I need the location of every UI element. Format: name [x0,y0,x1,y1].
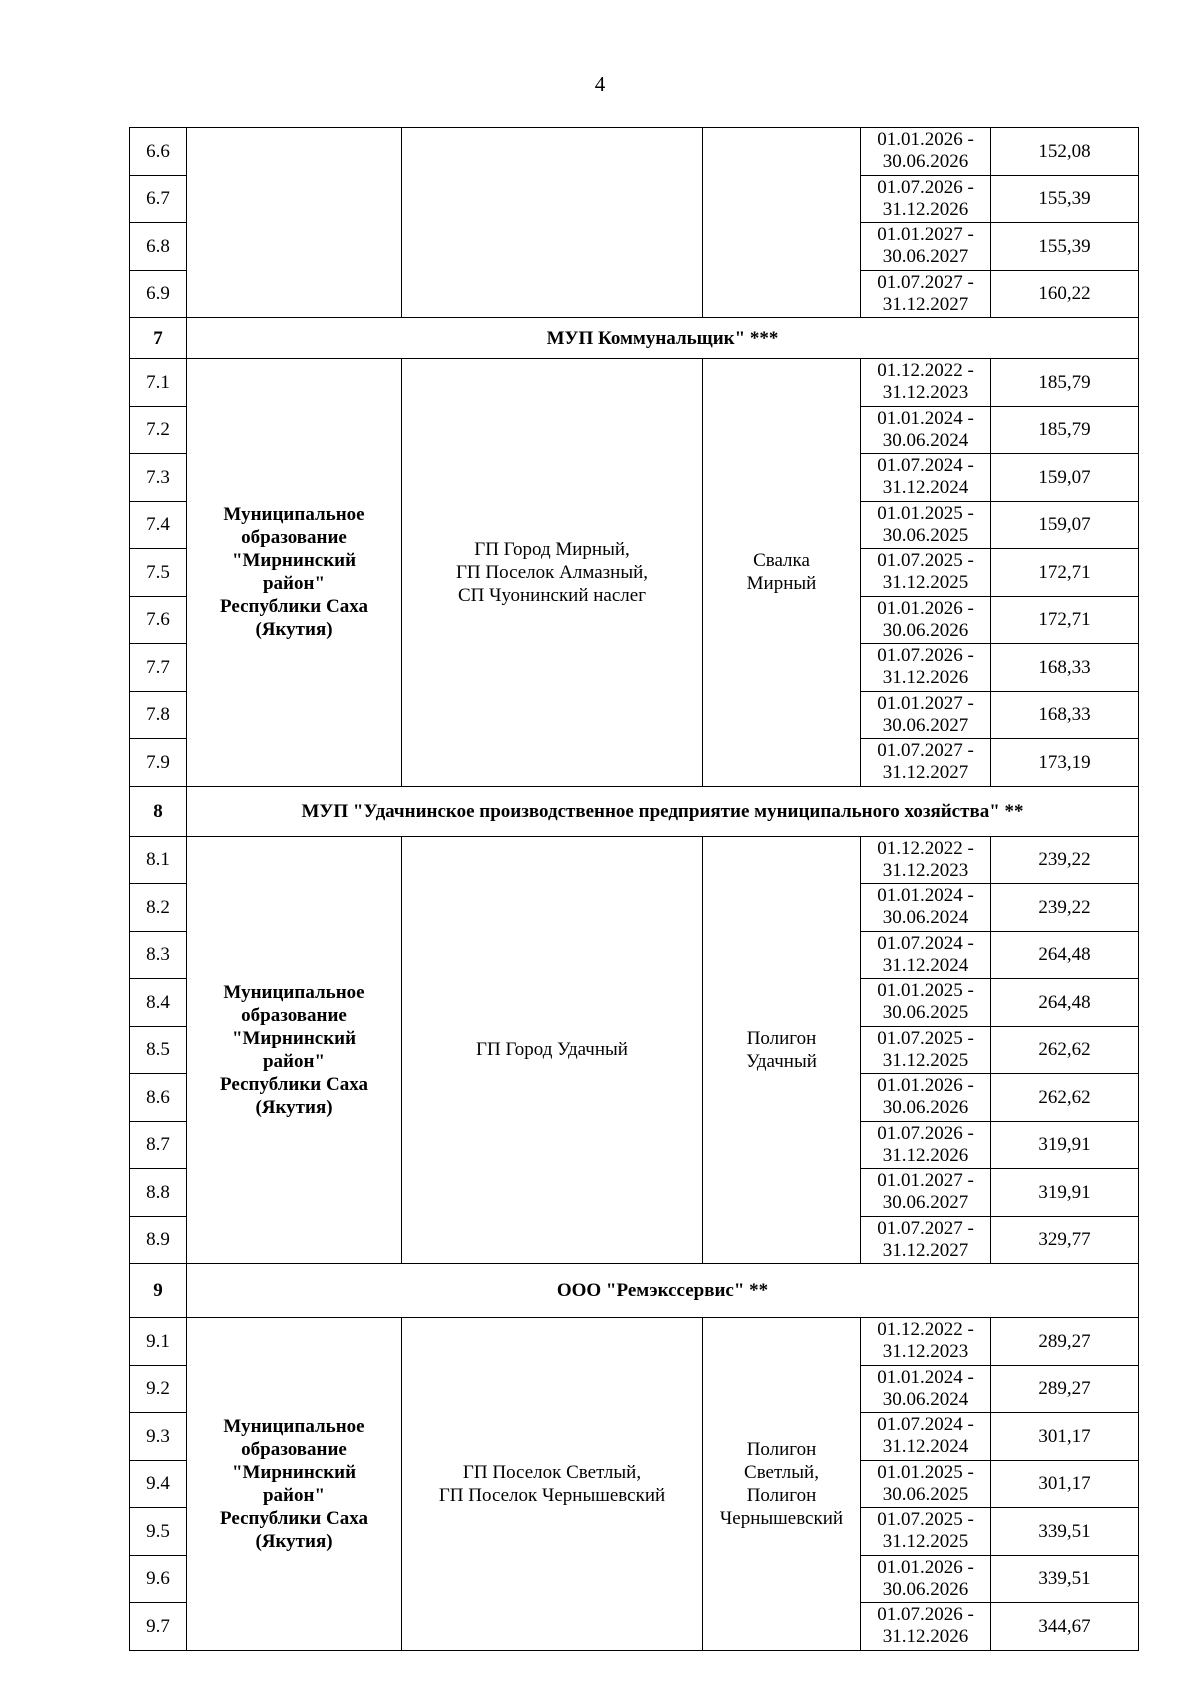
period-cell [861,1121,991,1169]
municipality-cell [187,359,402,787]
row-number: 8.4 [130,979,187,1027]
period-line: 31.12.2024 [882,1436,969,1458]
tariff-value: 329,77 [991,1216,1139,1264]
municipality-line: (Якутия) [255,1096,333,1118]
period-cell [861,1460,991,1508]
period-cell [861,128,991,176]
period-cell [861,406,991,454]
municipality-cell [187,1318,402,1651]
settlement-line: ГП Поселок Алмазный, [455,561,649,583]
row-number: 8.9 [130,1216,187,1264]
municipality-line: "Мирнинский [231,1027,357,1049]
municipality-line: Муниципальное [223,981,365,1003]
row-number: 7.1 [130,359,187,407]
period-cell [861,175,991,223]
row-number: 6.8 [130,223,187,271]
tariff-value: 172,71 [991,549,1139,597]
period-cell [861,1026,991,1074]
period-cell [861,549,991,597]
row-number: 6.6 [130,128,187,176]
period-line: 30.06.2026 [882,1578,969,1600]
tariff-value: 319,91 [991,1169,1139,1217]
period-line: 30.06.2024 [882,429,969,451]
facility-cell [703,359,861,787]
period-line: 01.01.2025 - [877,980,974,1002]
period-line: 01.07.2027 - [877,740,974,762]
municipality-line: образование [241,527,347,549]
row-number: 8.2 [130,884,187,932]
period-line: 30.06.2027 [882,246,969,268]
period-line: 01.07.2025 - [877,1509,974,1531]
settlements-cell [402,128,703,318]
row-number: 7.3 [130,454,187,502]
table-row [130,359,1139,407]
tariff-value: 301,17 [991,1460,1139,1508]
table-row [130,1318,1139,1366]
tariff-value: 264,48 [991,979,1139,1027]
period-cell [861,979,991,1027]
row-number: 6.7 [130,175,187,223]
facility-line: Полигон [746,1484,817,1506]
period-line: 01.07.2025 - [877,550,974,572]
period-line: 01.07.2026 - [877,1604,974,1626]
period-line: 01.01.2024 - [877,885,974,907]
facility-line: Чернышевский [719,1507,844,1529]
period-cell [861,931,991,979]
period-line: 30.06.2026 [882,151,969,173]
municipality-cell [187,128,402,318]
period-line: 30.06.2024 [882,907,969,929]
municipality-line: образование [241,1438,347,1460]
period-cell [861,596,991,644]
period-cell [861,644,991,692]
tariff-value: 262,62 [991,1026,1139,1074]
period-line: 01.01.2027 - [877,1170,974,1192]
period-line: 01.07.2024 - [877,932,974,954]
section-number: 7 [130,318,187,359]
settlement-line: ГП Поселок Светлый, [462,1461,642,1483]
period-cell [861,1216,991,1264]
period-line: 31.12.2027 [882,1239,969,1261]
page-number: 4 [594,72,606,96]
tariff-value: 339,51 [991,1555,1139,1603]
period-line: 31.12.2025 [882,572,969,594]
row-number: 7.7 [130,644,187,692]
tariff-value: 152,08 [991,128,1139,176]
tariff-value: 159,07 [991,454,1139,502]
row-number: 9.6 [130,1555,187,1603]
municipality-line: Муниципальное [223,1415,365,1437]
period-cell [861,270,991,318]
period-line: 31.12.2023 [882,382,969,404]
section-number: 8 [130,786,187,836]
period-line: 30.06.2026 [882,619,969,641]
municipality-line: Муниципальное [223,504,365,526]
facility-line: Полигон [746,1438,817,1460]
period-line: 31.12.2025 [882,1531,969,1553]
period-line: 01.12.2022 - [877,837,974,859]
row-number: 8.1 [130,836,187,884]
section-title: МУП Коммунальщик" *** [187,318,1139,359]
row-number: 9.3 [130,1413,187,1461]
period-line: 01.12.2022 - [877,1319,974,1341]
row-number: 7.4 [130,501,187,549]
table-row [130,836,1139,884]
settlements-cell [402,1318,703,1651]
row-number: 9.2 [130,1365,187,1413]
row-number: 9.5 [130,1508,187,1556]
municipality-line: образование [241,1004,347,1026]
settlement-line: ГП Поселок Чернышевский [438,1484,666,1506]
period-line: 01.01.2026 - [877,129,974,151]
period-line: 31.12.2026 [882,198,969,220]
settlements-cell [402,836,703,1264]
section-header-row [130,786,1139,836]
period-line: 30.06.2025 [882,524,969,546]
tariff-value: 160,22 [991,270,1139,318]
municipality-line: район" [262,1484,325,1506]
tariff-value: 319,91 [991,1121,1139,1169]
period-line: 30.06.2027 [882,1192,969,1214]
tariff-table [129,127,1139,1651]
tariff-value: 239,22 [991,884,1139,932]
facility-line: Светлый, [744,1461,819,1483]
municipality-line: район" [262,573,325,595]
tariff-value: 173,19 [991,739,1139,787]
period-cell [861,691,991,739]
period-line: 30.06.2026 [882,1097,969,1119]
tariff-value: 264,48 [991,931,1139,979]
row-number: 8.5 [130,1026,187,1074]
period-line: 01.01.2026 - [877,597,974,619]
tariff-value: 289,27 [991,1318,1139,1366]
tariff-value: 185,79 [991,359,1139,407]
section-header-row [130,318,1139,359]
municipality-line: (Якутия) [255,1530,333,1552]
period-line: 01.01.2025 - [877,502,974,524]
period-line: 31.12.2025 [882,1049,969,1071]
period-line: 30.06.2024 [882,1388,969,1410]
row-number: 9.1 [130,1318,187,1366]
period-cell [861,1555,991,1603]
facility-cell [703,836,861,1264]
period-cell [861,359,991,407]
tariff-value: 344,67 [991,1603,1139,1651]
section-number: 9 [130,1264,187,1318]
section-title: ООО "Ремэкссервис" ** [187,1264,1139,1318]
tariff-value: 185,79 [991,406,1139,454]
period-line: 01.07.2025 - [877,1027,974,1049]
settlement-line: ГП Город Удачный [476,1039,628,1061]
row-number: 7.9 [130,739,187,787]
section-header-row [130,1264,1139,1318]
tariff-value: 289,27 [991,1365,1139,1413]
period-line: 01.07.2027 - [877,271,974,293]
tariff-value: 159,07 [991,501,1139,549]
table-row [130,128,1139,176]
period-line: 31.12.2027 [882,762,969,784]
period-line: 31.12.2023 [882,1341,969,1363]
period-line: 01.07.2024 - [877,455,974,477]
period-line: 01.07.2027 - [877,1217,974,1239]
row-number: 6.9 [130,270,187,318]
period-line: 01.07.2026 - [877,176,974,198]
row-number: 8.6 [130,1074,187,1122]
tariff-value: 155,39 [991,223,1139,271]
period-line: 01.01.2024 - [877,407,974,429]
municipality-line: район" [262,1050,325,1072]
period-line: 31.12.2023 [882,859,969,881]
period-line: 31.12.2026 [882,1626,969,1648]
period-cell [861,223,991,271]
settlement-line: ГП Город Мирный, [474,538,630,560]
period-cell [861,884,991,932]
settlements-cell [402,359,703,787]
row-number: 7.8 [130,691,187,739]
tariff-value: 168,33 [991,644,1139,692]
tariff-value: 155,39 [991,175,1139,223]
period-line: 30.06.2025 [882,1002,969,1024]
period-line: 01.07.2026 - [877,1122,974,1144]
period-line: 01.07.2026 - [877,645,974,667]
period-cell [861,1413,991,1461]
period-cell [861,454,991,502]
period-cell [861,1074,991,1122]
tariff-value: 172,71 [991,596,1139,644]
period-cell [861,836,991,884]
row-number: 9.4 [130,1460,187,1508]
period-cell [861,739,991,787]
row-number: 8.3 [130,931,187,979]
period-line: 01.07.2024 - [877,1414,974,1436]
facility-line: Мирный [746,573,817,595]
municipality-cell [187,836,402,1264]
municipality-line: (Якутия) [255,619,333,641]
period-line: 31.12.2026 [882,667,969,689]
row-number: 7.6 [130,596,187,644]
period-line: 31.12.2027 [882,293,969,315]
tariff-value: 262,62 [991,1074,1139,1122]
tariff-value: 339,51 [991,1508,1139,1556]
municipality-line: Республики Саха [220,1073,368,1095]
municipality-line: Республики Саха [220,596,368,618]
row-number: 8.8 [130,1169,187,1217]
period-cell [861,1365,991,1413]
period-line: 31.12.2024 [882,954,969,976]
municipality-line: "Мирнинский [231,550,357,572]
row-number: 9.7 [130,1603,187,1651]
period-line: 01.01.2026 - [877,1556,974,1578]
period-line: 30.06.2027 [882,714,969,736]
section-title: МУП "Удачнинское производственное предприятие муниципального хозяйства" ** [187,786,1139,836]
facility-cell [703,1318,861,1651]
municipality-line: "Мирнинский [231,1461,357,1483]
period-cell [861,1318,991,1366]
tariff-value: 239,22 [991,836,1139,884]
period-line: 30.06.2025 [882,1483,969,1505]
period-line: 31.12.2026 [882,1144,969,1166]
row-number: 8.7 [130,1121,187,1169]
period-line: 01.01.2027 - [877,692,974,714]
period-cell [861,1169,991,1217]
period-cell [861,1603,991,1651]
period-cell [861,1508,991,1556]
period-line: 31.12.2024 [882,477,969,499]
row-number: 7.2 [130,406,187,454]
municipality-line: Республики Саха [220,1507,368,1529]
period-line: 01.01.2024 - [877,1366,974,1388]
tariff-value: 301,17 [991,1413,1139,1461]
facility-line: Удачный [746,1050,817,1072]
period-line: 01.01.2027 - [877,224,974,246]
period-cell [861,501,991,549]
facility-cell [703,128,861,318]
facility-line: Свалка [753,550,810,572]
period-line: 01.01.2026 - [877,1075,974,1097]
tariff-value: 168,33 [991,691,1139,739]
period-line: 01.01.2025 - [877,1461,974,1483]
period-line: 01.12.2022 - [877,360,974,382]
facility-line: Полигон [746,1027,817,1049]
settlement-line: СП Чуонинский наслег [457,584,646,606]
row-number: 7.5 [130,549,187,597]
